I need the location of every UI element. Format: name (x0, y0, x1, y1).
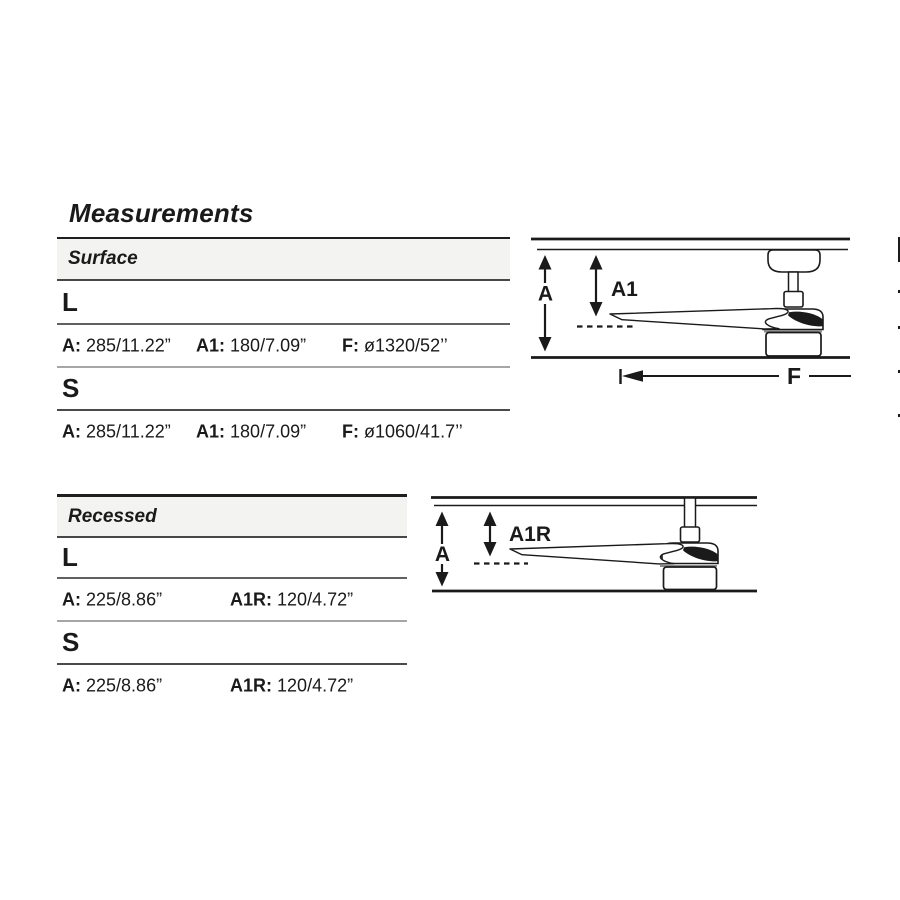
fan-coupler (784, 292, 803, 308)
recessed-size-s-row (57, 622, 407, 665)
recessed-dim-a-label: A (434, 543, 451, 566)
surface-dim-f-label: F (786, 363, 802, 389)
surface-table-header (57, 239, 510, 281)
page-title: Measurements (69, 198, 254, 228)
arrow-down-icon (436, 572, 449, 587)
recessed-l-value-a1r: A1R: 120/4.72” (230, 589, 354, 609)
surface-dim-a-label: A (537, 282, 554, 306)
fan-light-box (766, 333, 821, 357)
arrow-up-icon (539, 255, 552, 270)
recessed-header-label: Recessed (68, 505, 157, 527)
fan-coupler (681, 527, 700, 542)
recessed-s-value-a1r: A1R: 120/4.72” (230, 675, 354, 696)
surface-s-value-a1: A1: 180/7.09” (196, 421, 307, 442)
surface-l-values-row (57, 325, 510, 368)
arrow-left-icon (622, 370, 643, 382)
recessed-dim-a1r-label: A1R (509, 523, 552, 546)
surface-dim-a1-label: A1 (611, 278, 638, 301)
surface-s-value-f: F: ø1060/41.7’’ (342, 421, 463, 442)
surface-s-value-a: A: 285/11.22” (62, 421, 171, 442)
recessed-l-values-row (57, 579, 407, 622)
arrow-down-icon (484, 542, 497, 557)
fan-downrod (685, 498, 696, 528)
surface-dim-a1-arrow (590, 255, 639, 317)
recessed-s-value-a: A: 225/8.86” (62, 675, 163, 696)
fan-downrod (789, 272, 799, 293)
surface-dim-f-arrow (621, 363, 852, 389)
fan-canopy (768, 250, 820, 272)
fan-blade (610, 309, 788, 329)
surface-l-value-a1: A1: 180/7.09” (196, 335, 307, 355)
fan-light-box (664, 567, 717, 590)
surface-dim-a-arrow (534, 255, 557, 352)
recessed-mount-diagram (428, 488, 762, 598)
fan-blade (510, 544, 683, 564)
recessed-size-l-label: L (62, 542, 78, 572)
arrow-up-icon (484, 512, 497, 527)
recessed-dim-a-arrow (431, 512, 454, 587)
surface-fan-drawing (610, 250, 823, 356)
arrow-down-icon (539, 337, 552, 352)
surface-size-s-label: S (62, 373, 80, 403)
recessed-table-header (57, 497, 407, 538)
surface-header-label: Surface (68, 248, 138, 269)
arrow-up-icon (436, 512, 449, 527)
surface-mount-diagram (528, 232, 854, 392)
recessed-s-values-row (57, 665, 407, 707)
surface-l-value-f: F: ø1320/52’’ (342, 335, 448, 355)
surface-l-value-a: A: 285/11.22” (62, 335, 171, 355)
surface-s-values-row (57, 411, 510, 453)
arrow-down-icon (590, 302, 603, 317)
recessed-size-l-row (57, 538, 407, 579)
surface-size-l-row (57, 281, 510, 325)
surface-size-s-row (57, 368, 510, 411)
arrow-up-icon (590, 255, 603, 270)
surface-size-l-label: L (62, 286, 78, 317)
recessed-l-value-a: A: 225/8.86” (62, 589, 163, 609)
recessed-size-s-label: S (62, 627, 80, 657)
